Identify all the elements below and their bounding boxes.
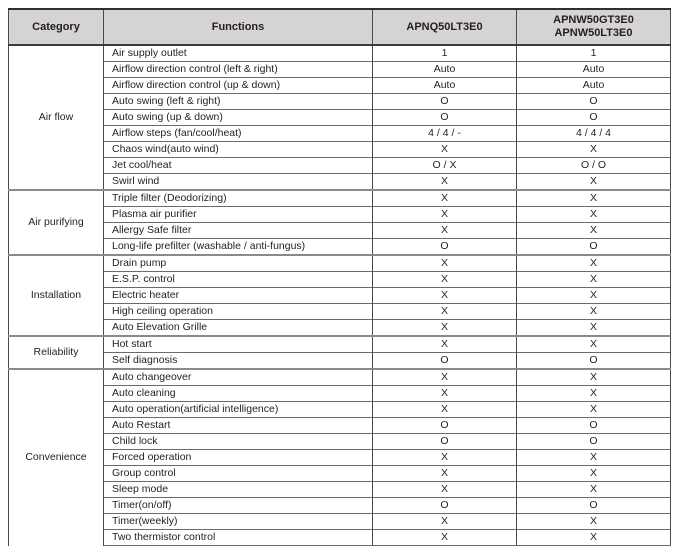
value-apnq50lt3e0-cell: X bbox=[373, 482, 517, 498]
function-cell: Drain pump bbox=[104, 255, 373, 272]
table-row bbox=[9, 336, 671, 353]
function-cell: Long-life prefilter (washable / anti-fungus) bbox=[104, 239, 373, 256]
table-row bbox=[9, 288, 671, 304]
value-apnq50lt3e0-cell: O bbox=[373, 110, 517, 126]
value-apnq50lt3e0-cell: X bbox=[373, 272, 517, 288]
value-apnq50lt3e0-cell: 1 bbox=[373, 45, 517, 62]
table-row bbox=[9, 434, 671, 450]
value-apnq50lt3e0-cell: O / X bbox=[373, 158, 517, 174]
value-apnw50-cell: X bbox=[517, 386, 671, 402]
function-cell: Timer(weekly) bbox=[104, 514, 373, 530]
header-category: Category bbox=[9, 9, 104, 45]
header-model-apnq50lt3e0: APNQ50LT3E0 bbox=[373, 9, 517, 45]
function-cell: Timer(on/off) bbox=[104, 498, 373, 514]
value-apnw50-cell: X bbox=[517, 530, 671, 546]
function-cell: Auto Restart bbox=[104, 418, 373, 434]
table-body bbox=[9, 45, 671, 546]
value-apnw50-cell: O bbox=[517, 434, 671, 450]
table-row bbox=[9, 386, 671, 402]
value-apnq50lt3e0-cell: X bbox=[373, 174, 517, 191]
category-cell: Installation bbox=[9, 255, 104, 336]
value-apnq50lt3e0-cell: X bbox=[373, 369, 517, 386]
value-apnq50lt3e0-cell: X bbox=[373, 320, 517, 337]
value-apnw50-cell: X bbox=[517, 369, 671, 386]
table-row bbox=[9, 272, 671, 288]
table-row bbox=[9, 126, 671, 142]
table-row bbox=[9, 45, 671, 62]
value-apnw50-cell: O bbox=[517, 239, 671, 256]
function-cell: High ceiling operation bbox=[104, 304, 373, 320]
table-row bbox=[9, 239, 671, 256]
table-row bbox=[9, 207, 671, 223]
value-apnw50-cell: X bbox=[517, 304, 671, 320]
table-row bbox=[9, 223, 671, 239]
category-cell: Air flow bbox=[9, 45, 104, 190]
table-row bbox=[9, 320, 671, 337]
value-apnw50-cell: Auto bbox=[517, 78, 671, 94]
category-cell: Air purifying bbox=[9, 190, 104, 255]
table-row bbox=[9, 418, 671, 434]
category-cell: Convenience bbox=[9, 369, 104, 546]
value-apnw50-cell: O bbox=[517, 353, 671, 370]
value-apnq50lt3e0-cell: X bbox=[373, 207, 517, 223]
function-cell: E.S.P. control bbox=[104, 272, 373, 288]
table-row bbox=[9, 174, 671, 191]
function-cell: Allergy Safe filter bbox=[104, 223, 373, 239]
function-cell: Auto operation(artificial intelligence) bbox=[104, 402, 373, 418]
function-cell: Two thermistor control bbox=[104, 530, 373, 546]
function-cell: Jet cool/heat bbox=[104, 158, 373, 174]
category-cell: Reliability bbox=[9, 336, 104, 369]
table-row bbox=[9, 110, 671, 126]
value-apnw50-cell: 4 / 4 / 4 bbox=[517, 126, 671, 142]
function-cell: Hot start bbox=[104, 336, 373, 353]
header-functions: Functions bbox=[104, 9, 373, 45]
value-apnq50lt3e0-cell: O bbox=[373, 239, 517, 256]
function-cell: Sleep mode bbox=[104, 482, 373, 498]
table-row bbox=[9, 369, 671, 386]
value-apnq50lt3e0-cell: X bbox=[373, 514, 517, 530]
function-cell: Auto Elevation Grille bbox=[104, 320, 373, 337]
function-cell: Electric heater bbox=[104, 288, 373, 304]
function-cell: Self diagnosis bbox=[104, 353, 373, 370]
table-row bbox=[9, 94, 671, 110]
value-apnw50-cell: O bbox=[517, 94, 671, 110]
value-apnw50-cell: O / O bbox=[517, 158, 671, 174]
value-apnq50lt3e0-cell: X bbox=[373, 255, 517, 272]
function-cell: Child lock bbox=[104, 434, 373, 450]
function-cell: Auto changeover bbox=[104, 369, 373, 386]
table-row bbox=[9, 482, 671, 498]
value-apnw50-cell: X bbox=[517, 482, 671, 498]
value-apnq50lt3e0-cell: O bbox=[373, 418, 517, 434]
value-apnq50lt3e0-cell: X bbox=[373, 386, 517, 402]
header-model-apnw50-lines bbox=[517, 14, 670, 40]
function-cell: Group control bbox=[104, 466, 373, 482]
value-apnw50-cell: X bbox=[517, 402, 671, 418]
function-cell: Auto swing (up & down) bbox=[104, 110, 373, 126]
function-cell: Swirl wind bbox=[104, 174, 373, 191]
value-apnw50-cell: X bbox=[517, 320, 671, 337]
table-row bbox=[9, 514, 671, 530]
table-row bbox=[9, 304, 671, 320]
table-row bbox=[9, 353, 671, 370]
table-row bbox=[9, 498, 671, 514]
value-apnq50lt3e0-cell: X bbox=[373, 466, 517, 482]
value-apnq50lt3e0-cell: O bbox=[373, 353, 517, 370]
value-apnw50-cell: O bbox=[517, 418, 671, 434]
table-row bbox=[9, 142, 671, 158]
header-row bbox=[9, 9, 671, 45]
value-apnw50-cell: X bbox=[517, 336, 671, 353]
value-apnq50lt3e0-cell: X bbox=[373, 402, 517, 418]
value-apnw50-cell: X bbox=[517, 288, 671, 304]
function-cell: Air supply outlet bbox=[104, 45, 373, 62]
value-apnw50-cell: O bbox=[517, 498, 671, 514]
table-row bbox=[9, 530, 671, 546]
value-apnq50lt3e0-cell: X bbox=[373, 450, 517, 466]
value-apnq50lt3e0-cell: X bbox=[373, 304, 517, 320]
table-row bbox=[9, 450, 671, 466]
value-apnw50-cell: X bbox=[517, 466, 671, 482]
header-model-apnw50lt3e0: APNW50LT3E0 bbox=[554, 27, 633, 39]
value-apnw50-cell: X bbox=[517, 190, 671, 207]
table-row bbox=[9, 78, 671, 94]
table-row bbox=[9, 466, 671, 482]
value-apnw50-cell: X bbox=[517, 174, 671, 191]
table-row bbox=[9, 158, 671, 174]
value-apnw50-cell: X bbox=[517, 207, 671, 223]
function-cell: Airflow direction control (up & down) bbox=[104, 78, 373, 94]
header-model-apnw50gt3e0: APNW50GT3E0 bbox=[553, 14, 634, 26]
function-cell: Auto cleaning bbox=[104, 386, 373, 402]
table-row bbox=[9, 255, 671, 272]
value-apnw50-cell: X bbox=[517, 514, 671, 530]
spec-comparison-table bbox=[8, 8, 671, 546]
value-apnq50lt3e0-cell: X bbox=[373, 142, 517, 158]
value-apnq50lt3e0-cell: Auto bbox=[373, 62, 517, 78]
value-apnq50lt3e0-cell: O bbox=[373, 434, 517, 450]
header-model-apnw50 bbox=[517, 9, 671, 45]
function-cell: Triple filter (Deodorizing) bbox=[104, 190, 373, 207]
value-apnw50-cell: X bbox=[517, 272, 671, 288]
function-cell: Airflow steps (fan/cool/heat) bbox=[104, 126, 373, 142]
value-apnq50lt3e0-cell: X bbox=[373, 530, 517, 546]
function-cell: Plasma air purifier bbox=[104, 207, 373, 223]
value-apnq50lt3e0-cell: 4 / 4 / - bbox=[373, 126, 517, 142]
value-apnw50-cell: 1 bbox=[517, 45, 671, 62]
function-cell: Auto swing (left & right) bbox=[104, 94, 373, 110]
table-row bbox=[9, 62, 671, 78]
value-apnq50lt3e0-cell: X bbox=[373, 336, 517, 353]
value-apnq50lt3e0-cell: X bbox=[373, 288, 517, 304]
value-apnq50lt3e0-cell: O bbox=[373, 94, 517, 110]
function-cell: Forced operation bbox=[104, 450, 373, 466]
table-row bbox=[9, 190, 671, 207]
function-cell: Chaos wind(auto wind) bbox=[104, 142, 373, 158]
value-apnw50-cell: O bbox=[517, 110, 671, 126]
value-apnw50-cell: X bbox=[517, 450, 671, 466]
table-row bbox=[9, 402, 671, 418]
value-apnw50-cell: X bbox=[517, 223, 671, 239]
value-apnq50lt3e0-cell: X bbox=[373, 223, 517, 239]
value-apnw50-cell: X bbox=[517, 142, 671, 158]
value-apnw50-cell: Auto bbox=[517, 62, 671, 78]
value-apnq50lt3e0-cell: X bbox=[373, 190, 517, 207]
function-cell: Airflow direction control (left & right) bbox=[104, 62, 373, 78]
value-apnw50-cell: X bbox=[517, 255, 671, 272]
value-apnq50lt3e0-cell: O bbox=[373, 498, 517, 514]
table-header bbox=[9, 9, 671, 45]
value-apnq50lt3e0-cell: Auto bbox=[373, 78, 517, 94]
